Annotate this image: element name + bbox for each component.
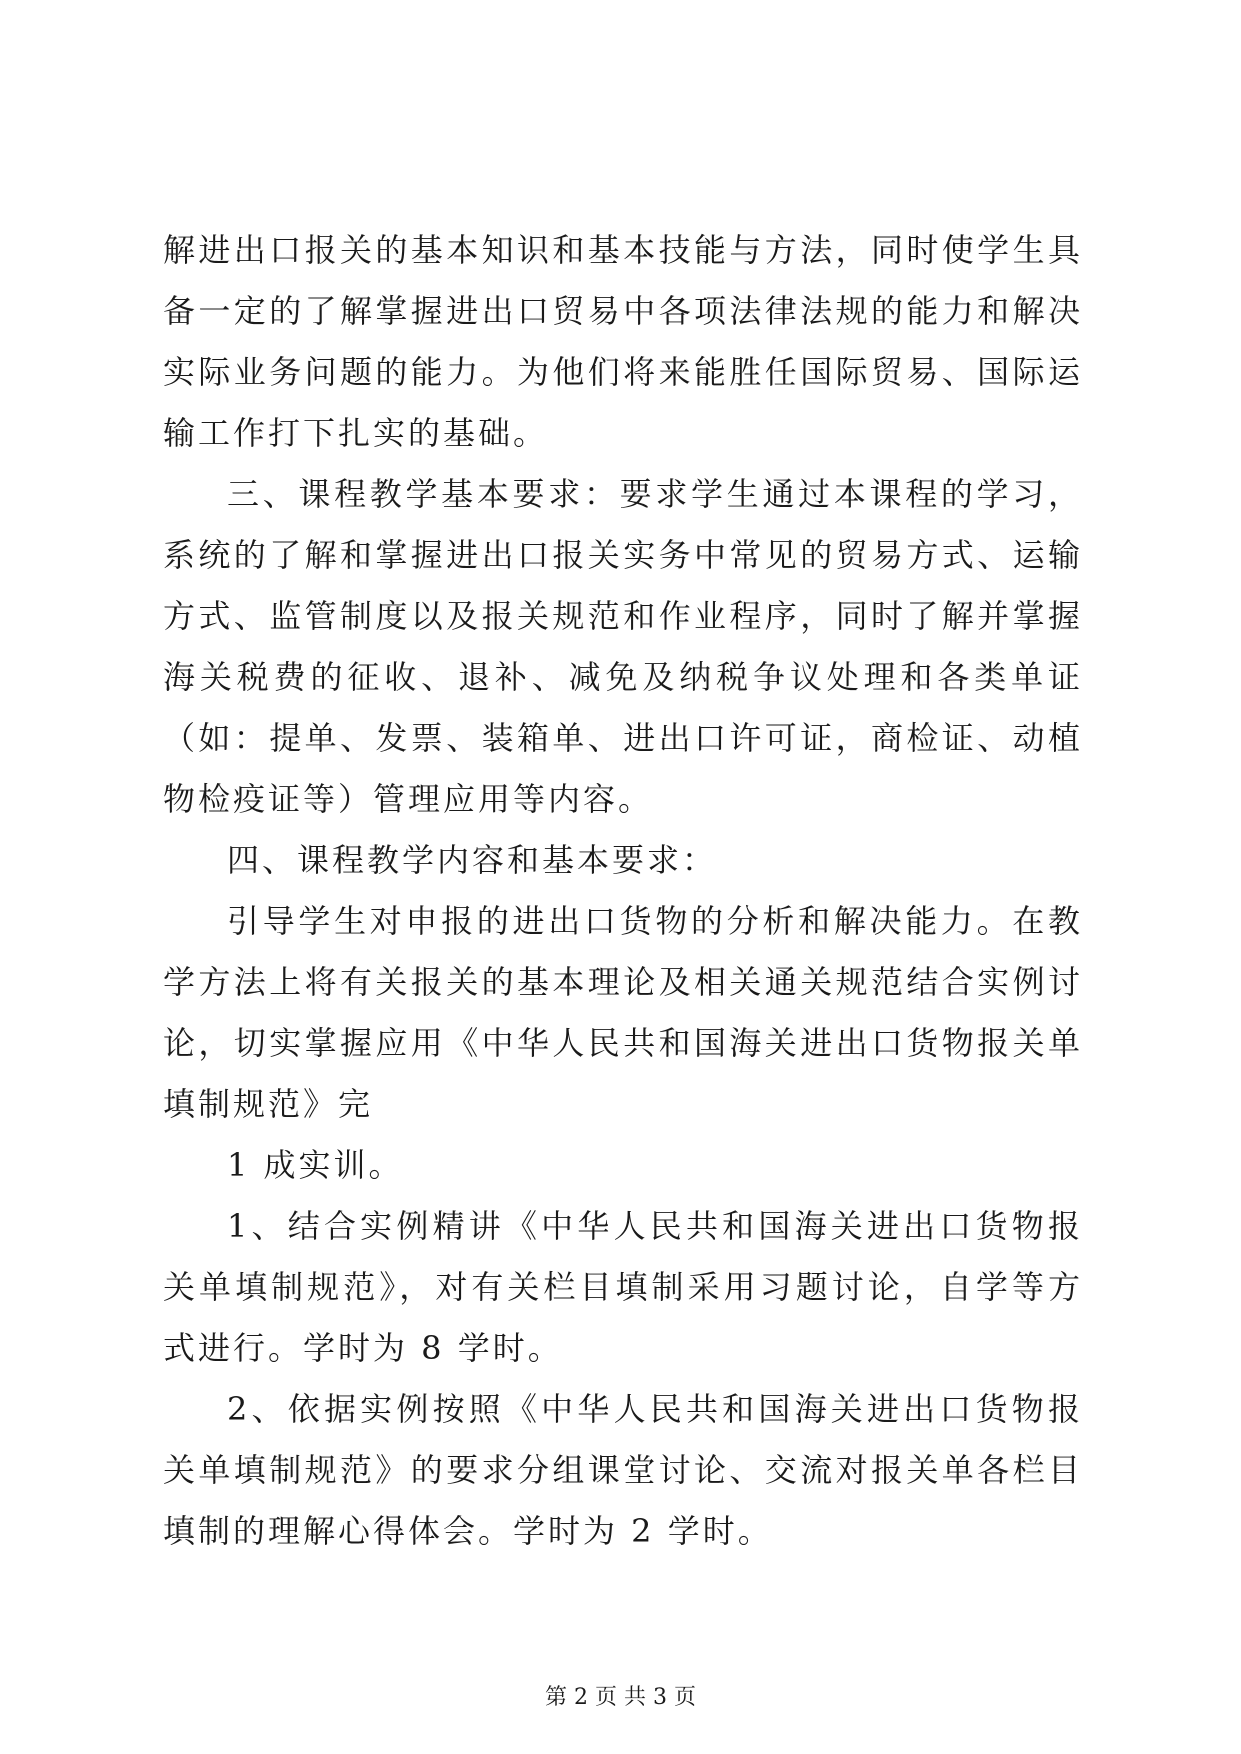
paragraph-1: 解进出口报关的基本知识和基本技能与方法，同时使学生具备一定的了解掌握进出口贸易中各项法律法规的能力和解决实际业务问题的能力。为他们将来能胜任国际贸易、国际运输工作打下扎实的基础。: [163, 231, 1083, 452]
page-number: 第 2 页 共 3 页: [545, 1685, 696, 1710]
paragraph-7: 2、依据实例按照《中华人民共和国海关进出口货物报关单填制规范》的要求分组课堂讨论、交流对报关单各栏目填制的理解心得体会。学时为 2 学时。: [163, 1390, 1083, 1550]
paragraph-3: 四、课程教学内容和基本要求：: [227, 841, 718, 879]
paragraph-4: 引导学生对申报的进出口货物的分析和解决能力。在教学方法上将有关报关的基本理论及相关通关规范结合实例讨论，切实掌握应用《中华人民共和国海关进出口货物报关单填制规范》完: [163, 902, 1083, 1123]
document-body: [163, 220, 1083, 1562]
paragraph-5: 1 成实训。: [227, 1146, 404, 1184]
page-footer: [0, 1683, 1241, 1713]
paragraph-2: 三、课程教学基本要求：要求学生通过本课程的学习，系统的了解和掌握进出口报关实务中常见的贸易方式、运输方式、监管制度以及报关规范和作业程序，同时了解并掌握海关税费的征收、退补、减免及纳税争议处理和各类单证（如：提单、发票、装箱单、进出口许可证，商检证、动植物检疫证等）管理应用等内容。: [163, 475, 1083, 818]
paragraph-6: 1、结合实例精讲《中华人民共和国海关进出口货物报关单填制规范》，对有关栏目填制采用习题讨论，自学等方式进行。学时为 8 学时。: [163, 1207, 1083, 1367]
